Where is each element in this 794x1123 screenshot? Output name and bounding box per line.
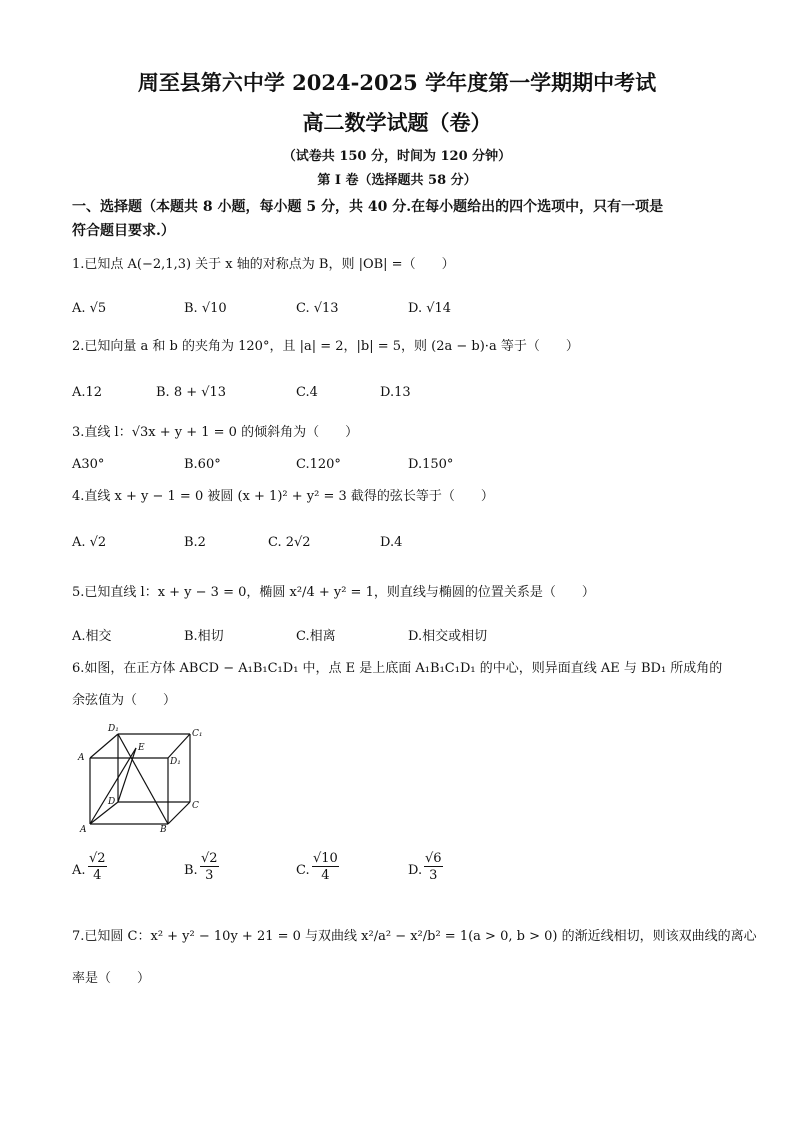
q1-option-a: A. √5 (72, 301, 107, 316)
q4-option-a: A. √2 (72, 535, 107, 550)
label-b: B (160, 825, 167, 834)
q2-option-c: C.4 (296, 385, 318, 400)
label-c1: C₁ (192, 729, 202, 739)
q6-option-d-fraction (424, 852, 443, 882)
section-heading-line1: 一、选择题（本题共 8 小题，每小题 5 分，共 40 分.在每小题给出的四个选项中，只有一项是 (72, 199, 664, 215)
q4-option-b: B.2 (184, 535, 206, 550)
q1-option-c: C. √13 (296, 301, 339, 316)
q3-option-d: D.150° (408, 457, 454, 472)
exam-note: （试卷共 150 分，时间为 120 分钟） (282, 149, 512, 164)
q6-option-c-num: √10 (313, 851, 338, 866)
label-a1: A (78, 753, 85, 763)
cube-figure (72, 718, 202, 834)
label-e: E (138, 743, 145, 753)
question-7-cont: 率是（ ） (72, 971, 151, 986)
exam-part: 第 I 卷（选择题共 58 分） (317, 173, 477, 188)
q5-option-d: D.相交或相切 (408, 629, 488, 644)
q6-option-c-prefix: C. (296, 863, 310, 878)
q6-option-d-den: 3 (429, 868, 438, 883)
question-7: 7.已知圆 C：x² + y² − 10y + 21 = 0 与双曲线 x²/a² − x²/b² = 1(a > 0, b > 0) 的渐近线相切，则该双曲线的离心 (72, 929, 757, 944)
q6-option-a-prefix: A. (72, 863, 86, 878)
question-5: 5.已知直线 l：x + y − 3 = 0，椭圆 x²/4 + y² = 1，则直线与椭圆的位置关系是（ ） (72, 585, 595, 600)
question-6-cont: 余弦值为（ ） (72, 693, 177, 708)
q1-option-b: B. √10 (184, 301, 227, 316)
q5-option-b: B.相切 (184, 629, 224, 644)
q6-option-b-prefix: B. (184, 863, 198, 878)
q6-option-a-fraction (88, 852, 107, 882)
q3-option-b: B.60° (184, 457, 221, 472)
q3-option-a: A30° (72, 457, 105, 472)
q6-option-d-prefix: D. (408, 863, 423, 878)
exam-title: 周至县第六中学 2024-2025 学年度第一学期期中考试 (137, 70, 657, 95)
q6-option-b-num: √2 (201, 851, 218, 866)
q6-option-b-fraction (200, 852, 219, 882)
q2-option-d: D.13 (380, 385, 411, 400)
q1-option-d: D. √14 (408, 301, 452, 316)
q3-option-c: C.120° (296, 457, 341, 472)
exam-subtitle: 高二数学试题（卷） (302, 110, 492, 135)
q6-option-c-den: 4 (321, 868, 330, 883)
q6-option-a-den: 4 (93, 868, 102, 883)
q6-option-a-num: √2 (89, 851, 106, 866)
q5-option-c: C.相离 (296, 629, 336, 644)
q6-option-b-den: 3 (205, 868, 214, 883)
q4-option-d: D.4 (380, 535, 403, 550)
question-4: 4.直线 x + y − 1 = 0 被圆 (x + 1)² + y² = 3 截得的弦长等于（ ） (72, 489, 494, 504)
section-heading-line2: 符合题目要求.） (72, 223, 175, 239)
q2-option-b: B. 8 + √13 (156, 385, 227, 400)
q6-option-c-fraction (312, 852, 339, 882)
label-d1: D₁ (170, 757, 181, 767)
q5-option-a: A.相交 (72, 629, 112, 644)
question-1: 1.已知点 A(−2,1,3) 关于 x 轴的对称点为 B，则 |OB| =（ ） (72, 257, 455, 272)
question-2: 2.已知向量 a 和 b 的夹角为 120°，且 |a| = 2，|b| = 5，则 (2a − b)·a 等于（ ） (72, 339, 579, 354)
label-a: A (80, 825, 87, 834)
q4-option-c: C. 2√2 (268, 535, 311, 550)
question-3: 3.直线 l：√3x + y + 1 = 0 的倾斜角为（ ） (72, 425, 359, 440)
q6-option-d-num: √6 (425, 851, 442, 866)
label-c: C (192, 801, 199, 811)
label-d1-top: D₁ (108, 724, 119, 734)
label-d: D (108, 797, 116, 807)
q2-option-a: A.12 (72, 385, 103, 400)
question-6: 6.如图，在正方体 ABCD − A₁B₁C₁D₁ 中，点 E 是上底面 A₁B₁C₁D₁ 的中心，则异面直线 AE 与 BD₁ 所成角的 (72, 661, 723, 676)
